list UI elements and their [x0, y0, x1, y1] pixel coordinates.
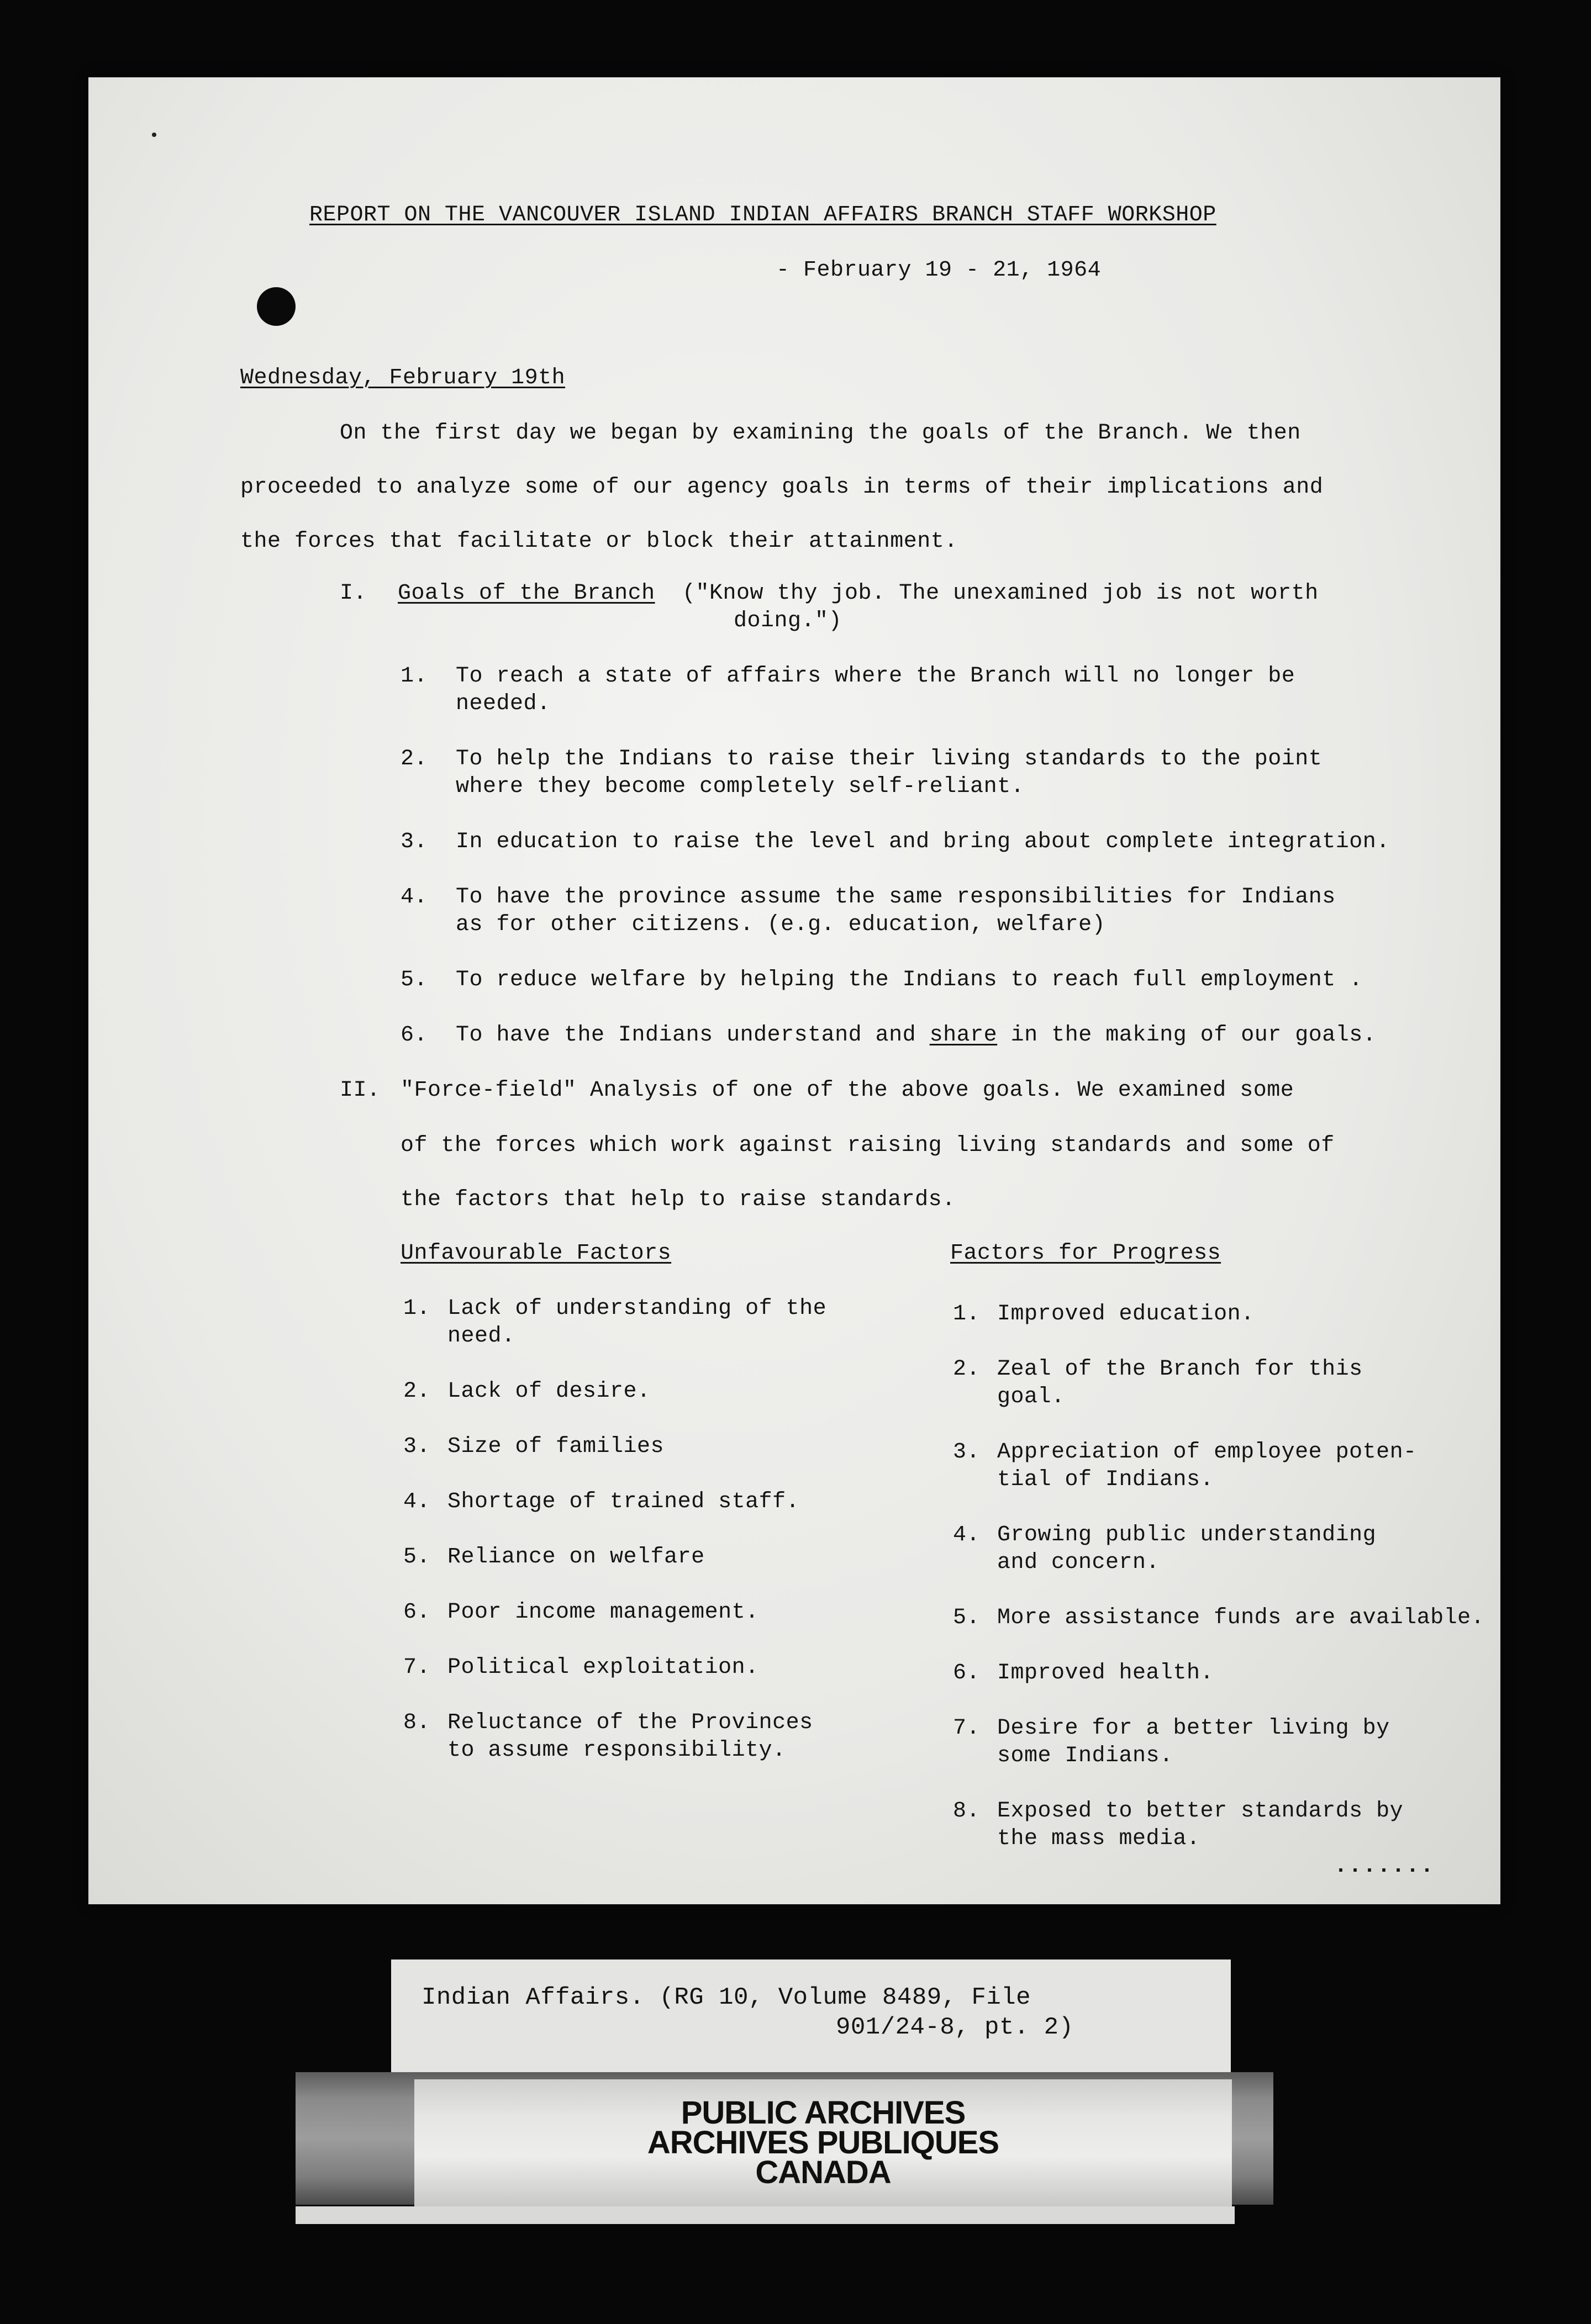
- right-column-heading: Factors for Progress: [950, 1241, 1221, 1266]
- section-quote: doing."): [734, 609, 842, 633]
- archive-reference-label: [391, 1959, 1231, 2075]
- item-text: as for other citizens. (e.g. education, welfare): [456, 912, 1106, 937]
- punch-hole: [257, 287, 296, 326]
- item-text: Appreciation of employee poten-: [997, 1440, 1417, 1465]
- intro-line: proceeded to analyze some of our agency goals in terms of their implications and: [240, 475, 1324, 500]
- item-text: Desire for a better living by: [997, 1716, 1390, 1741]
- item-text: Lack of understanding of the: [447, 1296, 827, 1321]
- item-text: Reliance on welfare: [447, 1545, 705, 1570]
- item-text: To reduce welfare by helping the Indians to reach full employment .: [456, 968, 1363, 992]
- report-title: REPORT ON THE VANCOUVER ISLAND INDIAN AFFAIRS BRANCH STAFF WORKSHOP: [309, 203, 1216, 228]
- item-text: Political exploitation.: [447, 1655, 759, 1680]
- section-heading: Goals of the Branch: [398, 581, 655, 606]
- item-number: 4.: [403, 1490, 431, 1514]
- item-number: 4.: [401, 885, 428, 910]
- film-strip-edge: [296, 2206, 1235, 2224]
- item-number: 3.: [401, 830, 428, 854]
- day-heading: Wednesday, February 19th: [240, 366, 566, 390]
- section2-line: "Force-field" Analysis of one of the above goals. We examined some: [401, 1078, 1294, 1103]
- item-text: Exposed to better standards by: [997, 1799, 1404, 1824]
- item-text: the mass media.: [997, 1826, 1200, 1851]
- item-text: Improved health.: [997, 1661, 1214, 1686]
- left-column-heading: Unfavourable Factors: [401, 1241, 672, 1266]
- item-text: Poor income management.: [447, 1600, 759, 1625]
- item-number: 6.: [403, 1600, 431, 1625]
- item-text: and concern.: [997, 1550, 1160, 1575]
- archive-reference-line: Indian Affairs. (RG 10, Volume 8489, File: [422, 1984, 1031, 2011]
- item-text: need.: [447, 1324, 515, 1349]
- continuation-dots: .......: [1334, 1854, 1435, 1879]
- stamp-line: PUBLIC ARCHIVES: [681, 2095, 966, 2131]
- item-number: 1.: [403, 1296, 431, 1321]
- paper-mark: •: [149, 127, 160, 146]
- item-text: to assume responsibility.: [447, 1738, 786, 1763]
- item-number: 6.: [401, 1023, 428, 1048]
- item-number: 1.: [401, 664, 428, 689]
- item-text: [456, 1022, 1376, 1049]
- report-date: - February 19 - 21, 1964: [776, 258, 1102, 283]
- section-quote: ("Know thy job. The unexamined job is not worth: [682, 581, 1319, 606]
- archive-reference-line: 901/24-8, pt. 2): [836, 2014, 1074, 2041]
- item-text: Size of families: [447, 1434, 665, 1459]
- item-number: 3.: [953, 1440, 981, 1465]
- item-number: 1.: [953, 1302, 981, 1327]
- stamp-line: CANADA: [755, 2154, 891, 2190]
- item-text: needed.: [456, 691, 551, 716]
- section-number: II.: [340, 1078, 381, 1103]
- intro-line: the forces that facilitate or block their attainment.: [240, 529, 958, 554]
- item-number: 8.: [403, 1710, 431, 1735]
- stamp-line: ARCHIVES PUBLIQUES: [647, 2125, 999, 2161]
- item-text: To have the province assume the same responsibilities for Indians: [456, 885, 1336, 910]
- item-number: 2.: [401, 747, 428, 772]
- section-number: I.: [340, 581, 367, 606]
- item-number: 4.: [953, 1523, 981, 1547]
- item-text: More assistance funds are available.: [997, 1605, 1485, 1630]
- item-text: In education to raise the level and bring about complete integration.: [456, 830, 1390, 854]
- emphasized-word: share: [929, 1023, 998, 1048]
- document-page: [88, 77, 1500, 1904]
- item-text: tial of Indians.: [997, 1467, 1214, 1492]
- item-number: 5.: [403, 1545, 431, 1570]
- item-number: 2.: [953, 1357, 981, 1382]
- item-text: To reach a state of affairs where the Branch will no longer be: [456, 664, 1295, 689]
- item-text: Zeal of the Branch for this: [997, 1357, 1363, 1382]
- item-number: 6.: [953, 1661, 981, 1686]
- section2-line: the factors that help to raise standards.: [401, 1187, 956, 1212]
- item-text: goal.: [997, 1385, 1065, 1409]
- item-number: 3.: [403, 1434, 431, 1459]
- item-text: where they become completely self-reliant.: [456, 774, 1025, 799]
- item-text-part: in the making of our goals.: [997, 1023, 1377, 1048]
- section2-line: of the forces which work against raising living standards and some of: [401, 1133, 1335, 1158]
- item-number: 7.: [953, 1716, 981, 1741]
- item-text: Improved education.: [997, 1302, 1255, 1327]
- item-number: 8.: [953, 1799, 981, 1824]
- item-text: Lack of desire.: [447, 1379, 651, 1404]
- item-text: Shortage of trained staff.: [447, 1490, 800, 1514]
- item-number: 2.: [403, 1379, 431, 1404]
- archive-stamp: [414, 2079, 1232, 2206]
- item-text-part: To have the Indians understand and: [456, 1023, 930, 1048]
- item-text: To help the Indians to raise their living standards to the point: [456, 747, 1323, 772]
- bleed-through: [398, 309, 410, 332]
- item-text: Reluctance of the Provinces: [447, 1710, 813, 1735]
- item-text: some Indians.: [997, 1744, 1173, 1768]
- item-number: 5.: [953, 1605, 981, 1630]
- item-number: 5.: [401, 968, 428, 992]
- item-number: 7.: [403, 1655, 431, 1680]
- intro-line: On the first day we began by examining the goals of the Branch. We then: [340, 421, 1301, 446]
- item-text: Growing public understanding: [997, 1523, 1377, 1547]
